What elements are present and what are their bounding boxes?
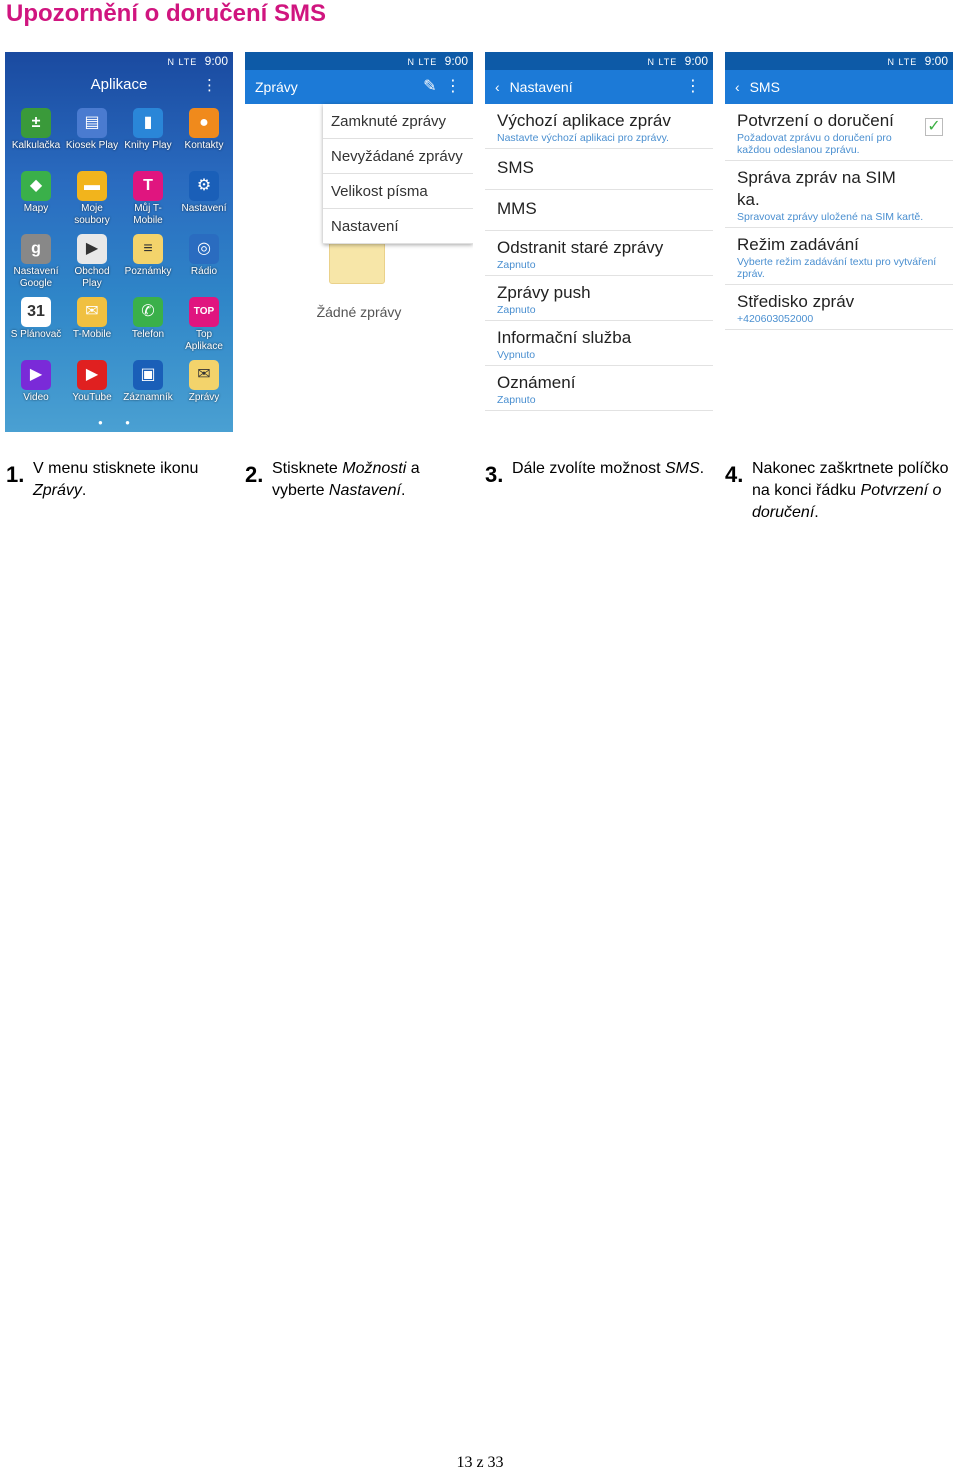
app-tmobile[interactable] bbox=[120, 169, 176, 232]
delivery-report-checkbox[interactable]: ✓ bbox=[925, 118, 943, 136]
app-drawer-title: Aplikace bbox=[90, 76, 148, 93]
app-bar bbox=[485, 70, 713, 104]
app-gear[interactable] bbox=[176, 169, 232, 232]
step-text-emphasis: Nastavení bbox=[328, 482, 401, 499]
status-bar bbox=[245, 52, 473, 70]
settings-item-title: Odstranit staré zprávy bbox=[497, 238, 664, 257]
status-icons: N LTE bbox=[887, 57, 918, 67]
menu-item-spam[interactable]: Nevyžádané zprávy bbox=[323, 139, 473, 174]
step-text-emphasis: Potvrzení o doručení bbox=[752, 482, 942, 521]
app-top-apps[interactable] bbox=[176, 295, 232, 358]
settings-item-title: SMS bbox=[497, 158, 534, 177]
settings-item-title: Správa zpráv na SIM ka. bbox=[737, 168, 896, 209]
status-bar bbox=[485, 52, 713, 70]
app-label: Telefon bbox=[131, 329, 165, 340]
app-play-store[interactable] bbox=[64, 232, 120, 295]
menu-item-settings[interactable]: Nastavení bbox=[323, 209, 473, 244]
app-bar-title: Zprávy bbox=[255, 79, 298, 95]
app-label: Můj T-Mobile bbox=[133, 203, 163, 226]
app-label: Kalkulačka bbox=[11, 140, 61, 151]
status-icons: N LTE bbox=[647, 57, 678, 67]
app-youtube[interactable] bbox=[64, 358, 120, 421]
app-tmobile-service[interactable] bbox=[64, 295, 120, 358]
books-icon: ▮ bbox=[133, 108, 163, 138]
app-label: Top Aplikace bbox=[185, 329, 223, 352]
settings-item-summary: Vypnuto bbox=[497, 349, 536, 361]
status-time: 9:00 bbox=[684, 54, 708, 68]
app-label: Poznámky bbox=[124, 266, 172, 277]
screenshot-messages-menu bbox=[245, 52, 473, 432]
status-bar bbox=[725, 52, 953, 70]
step-text-part: . bbox=[699, 460, 705, 477]
app-label: Moje soubory bbox=[74, 203, 110, 226]
app-bar bbox=[245, 70, 473, 104]
settings-item[interactable] bbox=[725, 104, 953, 161]
app-books[interactable] bbox=[120, 106, 176, 169]
settings-item-summary: Požadovat zprávu o doručení pro každou odeslanou zprávu. bbox=[737, 132, 892, 156]
step-number: 2. bbox=[245, 462, 264, 487]
settings-item-summary: Vyberte režim zadávání textu pro vytváření zpráv. bbox=[737, 256, 937, 280]
page-title: Upozornění o doručení SMS bbox=[6, 0, 327, 27]
app-maps[interactable] bbox=[8, 169, 64, 232]
tmobile-icon: T bbox=[133, 171, 163, 201]
step-3 bbox=[485, 458, 713, 487]
app-contacts[interactable] bbox=[176, 106, 232, 169]
app-video[interactable] bbox=[8, 358, 64, 421]
step-number: 4. bbox=[725, 462, 744, 487]
app-label: Mapy bbox=[23, 203, 49, 214]
messages-icon: ✉ bbox=[189, 360, 219, 390]
tmobile-service-icon: ✉ bbox=[77, 297, 107, 327]
app-label: Záznamník bbox=[123, 392, 173, 403]
settings-item-title: Oznámení bbox=[497, 373, 576, 392]
video-icon: ▶ bbox=[21, 360, 51, 390]
app-label: Knihy Play bbox=[124, 140, 172, 151]
settings-list bbox=[485, 104, 713, 411]
step-text-emphasis: Možnosti bbox=[342, 460, 407, 477]
step-text-emphasis: Zprávy bbox=[33, 482, 82, 499]
google-settings-icon: g bbox=[21, 234, 51, 264]
app-radio[interactable] bbox=[176, 232, 232, 295]
step-text-part: Nakonec zaškrtnete políčko na konci řádku bbox=[752, 460, 949, 499]
options-dropdown bbox=[323, 104, 473, 244]
menu-item-locked[interactable]: Zamknuté zprávy bbox=[323, 104, 473, 139]
app-phone[interactable] bbox=[120, 295, 176, 358]
app-bar-title: SMS bbox=[749, 79, 780, 95]
app-label: S Plánovač bbox=[10, 329, 62, 340]
menu-item-font-size[interactable]: Velikost písma bbox=[323, 174, 473, 209]
recorder-icon: ▣ bbox=[133, 360, 163, 390]
status-bar bbox=[5, 52, 233, 70]
settings-item[interactable] bbox=[485, 190, 713, 231]
app-grid bbox=[8, 106, 232, 421]
kiosk-icon: ▤ bbox=[77, 108, 107, 138]
settings-item-title: Režim zadávání bbox=[737, 235, 859, 254]
screenshot-settings bbox=[485, 52, 713, 432]
screenshot-sms-settings bbox=[725, 52, 953, 432]
step-4 bbox=[725, 458, 953, 524]
settings-item[interactable] bbox=[485, 321, 713, 366]
app-google-settings[interactable] bbox=[8, 232, 64, 295]
app-label: YouTube bbox=[72, 392, 112, 403]
settings-item[interactable] bbox=[485, 104, 713, 149]
app-calculator[interactable] bbox=[8, 106, 64, 169]
envelope-icon bbox=[329, 242, 385, 284]
app-recorder[interactable] bbox=[120, 358, 176, 421]
page-number: 13 z 33 bbox=[456, 1454, 504, 1471]
step-text bbox=[752, 458, 953, 524]
settings-item[interactable] bbox=[485, 366, 713, 411]
app-label: Video bbox=[23, 392, 49, 403]
status-time: 9:00 bbox=[924, 54, 948, 68]
screenshot-app-drawer bbox=[5, 52, 233, 432]
settings-item-summary: Zapnuto bbox=[497, 304, 536, 316]
maps-icon: ◆ bbox=[21, 171, 51, 201]
step-number: 3. bbox=[485, 462, 504, 487]
status-time: 9:00 bbox=[444, 54, 468, 68]
settings-item-summary: Zapnuto bbox=[497, 394, 536, 406]
empty-state-text: Žádné zprávy bbox=[316, 304, 402, 320]
step-text bbox=[33, 458, 234, 502]
settings-item[interactable] bbox=[725, 285, 953, 330]
app-label: Rádio bbox=[190, 266, 218, 277]
more-options-icon[interactable]: ⋮ bbox=[445, 78, 463, 95]
app-kiosk[interactable] bbox=[64, 106, 120, 169]
more-options-icon[interactable]: ⋮ bbox=[685, 78, 703, 95]
settings-item-title: Informační služba bbox=[497, 328, 632, 347]
step-2 bbox=[245, 458, 473, 502]
settings-item-title: Zprávy push bbox=[497, 283, 591, 302]
step-number: 1. bbox=[6, 462, 25, 487]
play-store-icon: ▶ bbox=[77, 234, 107, 264]
compose-icon[interactable]: ✎ bbox=[423, 78, 439, 95]
step-text-part: . bbox=[400, 482, 406, 499]
app-label: Nastavení bbox=[181, 203, 227, 214]
step-text-part: Dále zvolíte možnost bbox=[512, 460, 665, 477]
settings-item-title: Výchozí aplikace zpráv bbox=[497, 111, 671, 130]
folder-icon: ▬ bbox=[77, 171, 107, 201]
calendar-icon: 31 bbox=[21, 297, 51, 327]
step-text bbox=[512, 458, 713, 480]
settings-item[interactable] bbox=[485, 276, 713, 321]
step-text-emphasis: SMS bbox=[664, 460, 700, 477]
sms-settings-list bbox=[725, 104, 953, 330]
phone-icon: ✆ bbox=[133, 297, 163, 327]
more-options-icon[interactable]: ⋮ bbox=[202, 77, 217, 94]
back-arrow-icon[interactable]: ‹ bbox=[735, 79, 740, 95]
settings-item[interactable] bbox=[485, 149, 713, 190]
settings-item[interactable] bbox=[725, 161, 953, 228]
youtube-icon: ▶ bbox=[77, 360, 107, 390]
step-text bbox=[272, 458, 473, 502]
step-text-part: V menu stisknete ikonu bbox=[33, 460, 199, 477]
status-icons: N LTE bbox=[167, 57, 198, 67]
step-text-part: Stisknete bbox=[272, 460, 343, 477]
settings-item-summary: Spravovat zprávy uložené na SIM kartě. bbox=[737, 211, 924, 223]
top-apps-icon: TOP bbox=[189, 297, 219, 327]
app-label: Kontakty bbox=[184, 140, 224, 151]
page-indicator: ● ● bbox=[98, 418, 140, 427]
status-time: 9:00 bbox=[204, 54, 228, 68]
radio-icon: ◎ bbox=[189, 234, 219, 264]
settings-item-title: MMS bbox=[497, 199, 537, 218]
app-label: Kiosek Play bbox=[65, 140, 119, 151]
notes-icon: ≡ bbox=[133, 234, 163, 264]
gear-icon: ⚙ bbox=[189, 171, 219, 201]
app-label: Nastavení Google bbox=[13, 266, 59, 289]
app-calendar[interactable] bbox=[8, 295, 64, 358]
settings-item[interactable] bbox=[725, 228, 953, 285]
calculator-icon: ± bbox=[21, 108, 51, 138]
settings-item-summary: +420603052000 bbox=[737, 313, 814, 325]
back-arrow-icon[interactable]: ‹ bbox=[495, 79, 500, 95]
app-folder[interactable] bbox=[64, 169, 120, 232]
app-messages[interactable] bbox=[176, 358, 232, 421]
settings-item-summary: Nastavte výchozí aplikaci pro zprávy. bbox=[497, 132, 669, 144]
step-text-part: . bbox=[814, 504, 819, 521]
settings-item-title: Středisko zpráv bbox=[737, 292, 855, 311]
app-notes[interactable] bbox=[120, 232, 176, 295]
step-text-part: . bbox=[81, 482, 87, 499]
app-label: Zprávy bbox=[188, 392, 220, 403]
status-icons: N LTE bbox=[407, 57, 438, 67]
contacts-icon: ● bbox=[189, 108, 219, 138]
settings-item-summary: Zapnuto bbox=[497, 259, 536, 271]
app-label: Obchod Play bbox=[74, 266, 110, 289]
settings-item[interactable] bbox=[485, 231, 713, 276]
app-bar-title: Nastavení bbox=[509, 79, 573, 95]
step-text-part: a vyberte bbox=[272, 460, 420, 499]
app-label: T-Mobile bbox=[72, 329, 112, 340]
step-1 bbox=[6, 458, 234, 502]
settings-item-title: Potvrzení o doručení bbox=[737, 111, 894, 130]
app-bar bbox=[725, 70, 953, 104]
